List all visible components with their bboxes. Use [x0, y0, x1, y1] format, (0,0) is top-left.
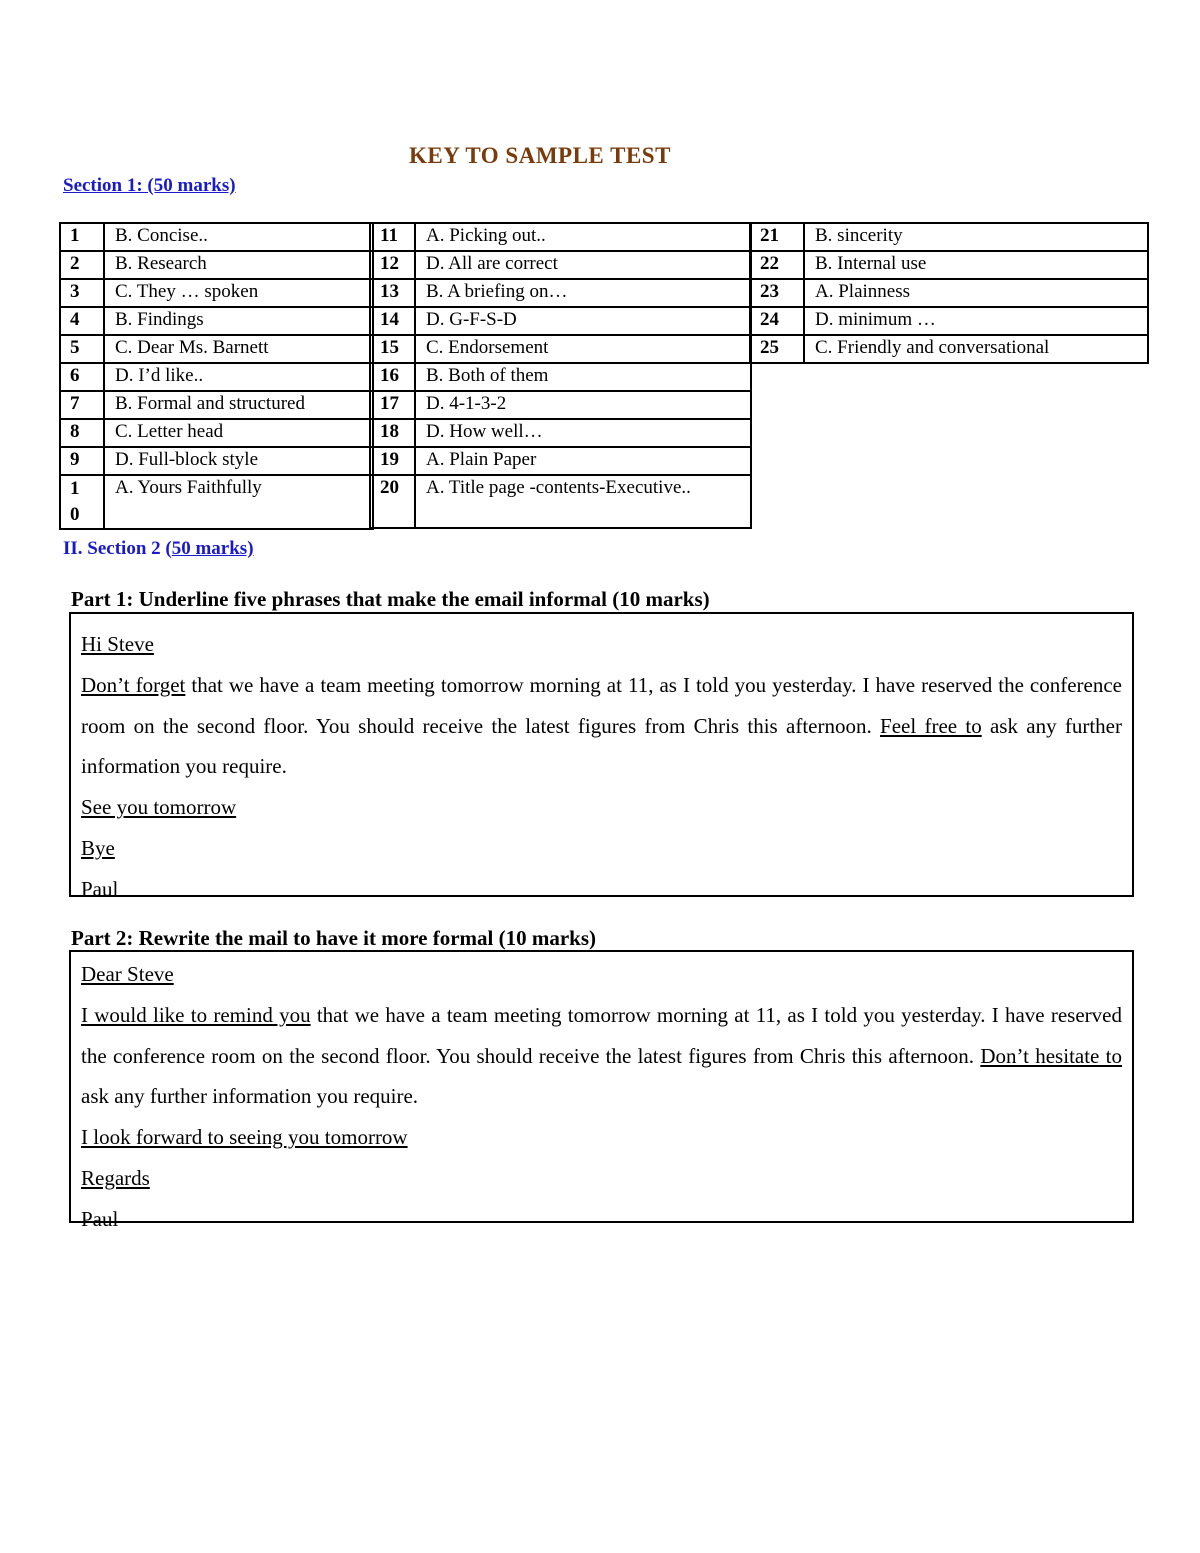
- answer-row: [60, 475, 373, 529]
- email-body-text: that we have a team meeting tomorrow morning at 11, as I told you yesterday. I have reserved the conference room on the second floor. You should receive the latest figures from Chris this afternoon.: [81, 672, 1122, 738]
- answer-row: [60, 251, 373, 279]
- answer-text: A. Title page -contents-Executive..: [415, 475, 751, 528]
- question-number: 5: [60, 335, 104, 363]
- question-number: 9: [60, 447, 104, 475]
- answer-row: [750, 335, 1148, 363]
- answer-text: B. Research: [104, 251, 373, 279]
- section-1-heading: [63, 175, 236, 197]
- formal-email-box: [69, 950, 1134, 1231]
- answer-row: [370, 475, 751, 528]
- answer-row: [60, 335, 373, 363]
- page-title: KEY TO SAMPLE TEST: [409, 143, 671, 168]
- question-number: 20: [370, 475, 415, 528]
- question-number: 7: [60, 391, 104, 419]
- question-number: 13: [370, 279, 415, 307]
- question-number: 25: [750, 335, 804, 363]
- answer-row: [370, 363, 751, 391]
- answer-text: C. Endorsement: [415, 335, 751, 363]
- answer-text: D. All are correct: [415, 251, 751, 279]
- section-2-heading-prefix: II. Section 2 (: [63, 538, 172, 559]
- answer-text: B. Internal use: [804, 251, 1148, 279]
- answer-row: [60, 447, 373, 475]
- email-closing: See you tomorrow: [81, 795, 237, 820]
- email-signoff: Regards: [81, 1165, 150, 1190]
- question-number: 22: [750, 251, 804, 279]
- answer-text: C. Dear Ms. Barnett: [104, 335, 373, 363]
- question-number-part: 0: [70, 504, 80, 525]
- email-body-text: that we have a team meeting tomorrow morning at 11, as I told you yesterday. I have reserved the conference room on the second floor. You should receive the latest figures from Chris this afternoon.: [81, 1002, 1122, 1068]
- email-body-text: ask any further information you require.: [81, 713, 1122, 779]
- informal-phrase: Feel free to: [880, 713, 982, 738]
- email-closing: I look forward to seeing you tomorrow: [81, 1125, 408, 1150]
- question-number: 11: [370, 223, 415, 251]
- question-number: 4: [60, 307, 104, 335]
- answer-row: [60, 419, 373, 447]
- answer-text: C. Friendly and conversational: [804, 335, 1148, 363]
- answer-text: B. Both of them: [415, 363, 751, 391]
- informal-email-box: [69, 612, 1134, 901]
- part-2-heading: Part 2: Rewrite the mail to have it more formal (10 marks): [71, 926, 597, 950]
- answer-text: A. Picking out..: [415, 223, 751, 251]
- question-number: 8: [60, 419, 104, 447]
- formal-phrase: I would like to remind you: [81, 1002, 311, 1027]
- part-1-heading: Part 1: Underline five phrases that make the email informal (10 marks): [71, 587, 710, 611]
- section-2-heading: [63, 538, 254, 560]
- answer-table-col-1: [59, 222, 374, 530]
- question-number: 17: [370, 391, 415, 419]
- answer-row: [370, 419, 751, 447]
- answer-text: D. I’d like..: [104, 363, 373, 391]
- answer-table-col-2: [369, 222, 752, 529]
- answer-text: B. A briefing on…: [415, 279, 751, 307]
- email-signoff: Bye: [81, 835, 115, 860]
- answer-row: [370, 335, 751, 363]
- answer-row: [370, 447, 751, 475]
- answer-text: B. Formal and structured: [104, 391, 373, 419]
- question-number: 15: [370, 335, 415, 363]
- answer-row: [750, 251, 1148, 279]
- answer-row: [370, 279, 751, 307]
- email-signature: Paul: [81, 1206, 119, 1231]
- answer-text: A. Yours Faithfully: [104, 475, 373, 529]
- section-2-heading-marks: 50 marks): [171, 538, 254, 559]
- question-number: 14: [370, 307, 415, 335]
- answer-row: [60, 363, 373, 391]
- question-number: [60, 475, 104, 529]
- answer-row: [370, 307, 751, 335]
- answer-row: [60, 391, 373, 419]
- answer-text: B. sincerity: [804, 223, 1148, 251]
- answer-text: D. G-F-S-D: [415, 307, 751, 335]
- answer-text: D. minimum …: [804, 307, 1148, 335]
- answer-text: D. 4-1-3-2: [415, 391, 751, 419]
- answer-row: [370, 391, 751, 419]
- answer-row: [370, 223, 751, 251]
- informal-phrase: Don’t forget: [81, 672, 186, 697]
- email-body: [81, 665, 1122, 787]
- answer-row: [750, 223, 1148, 251]
- question-number: 24: [750, 307, 804, 335]
- section-1-heading-text: Section 1: (50 marks): [63, 175, 236, 196]
- question-number-part: 1: [70, 478, 80, 499]
- answer-table-col-3: [749, 222, 1149, 364]
- email-signature: Paul: [81, 876, 119, 901]
- email-body-text: ask any further information you require.: [81, 1084, 419, 1109]
- question-number: 3: [60, 279, 104, 307]
- question-number: 19: [370, 447, 415, 475]
- email-greeting: Hi Steve: [81, 632, 154, 656]
- question-number: 6: [60, 363, 104, 391]
- answer-text: C. They … spoken: [104, 279, 373, 307]
- question-number: 12: [370, 251, 415, 279]
- answer-row: [750, 307, 1148, 335]
- question-number: 16: [370, 363, 415, 391]
- answer-text: B. Concise..: [104, 223, 373, 251]
- formal-phrase: Don’t hesitate to: [980, 1043, 1122, 1068]
- question-number: 2: [60, 251, 104, 279]
- answer-text: B. Findings: [104, 307, 373, 335]
- answer-text: C. Letter head: [104, 419, 373, 447]
- answer-text: A. Plain Paper: [415, 447, 751, 475]
- question-number: 18: [370, 419, 415, 447]
- answer-text: D. Full-block style: [104, 447, 373, 475]
- email-greeting: Dear Steve: [81, 962, 174, 986]
- answer-row: [60, 279, 373, 307]
- answer-row: [750, 279, 1148, 307]
- answer-row: [60, 307, 373, 335]
- question-number: 23: [750, 279, 804, 307]
- email-body: [81, 995, 1122, 1117]
- answer-row: [60, 223, 373, 251]
- answer-row: [370, 251, 751, 279]
- question-number: 21: [750, 223, 804, 251]
- answer-text: A. Plainness: [804, 279, 1148, 307]
- answer-text: D. How well…: [415, 419, 751, 447]
- question-number: 1: [60, 223, 104, 251]
